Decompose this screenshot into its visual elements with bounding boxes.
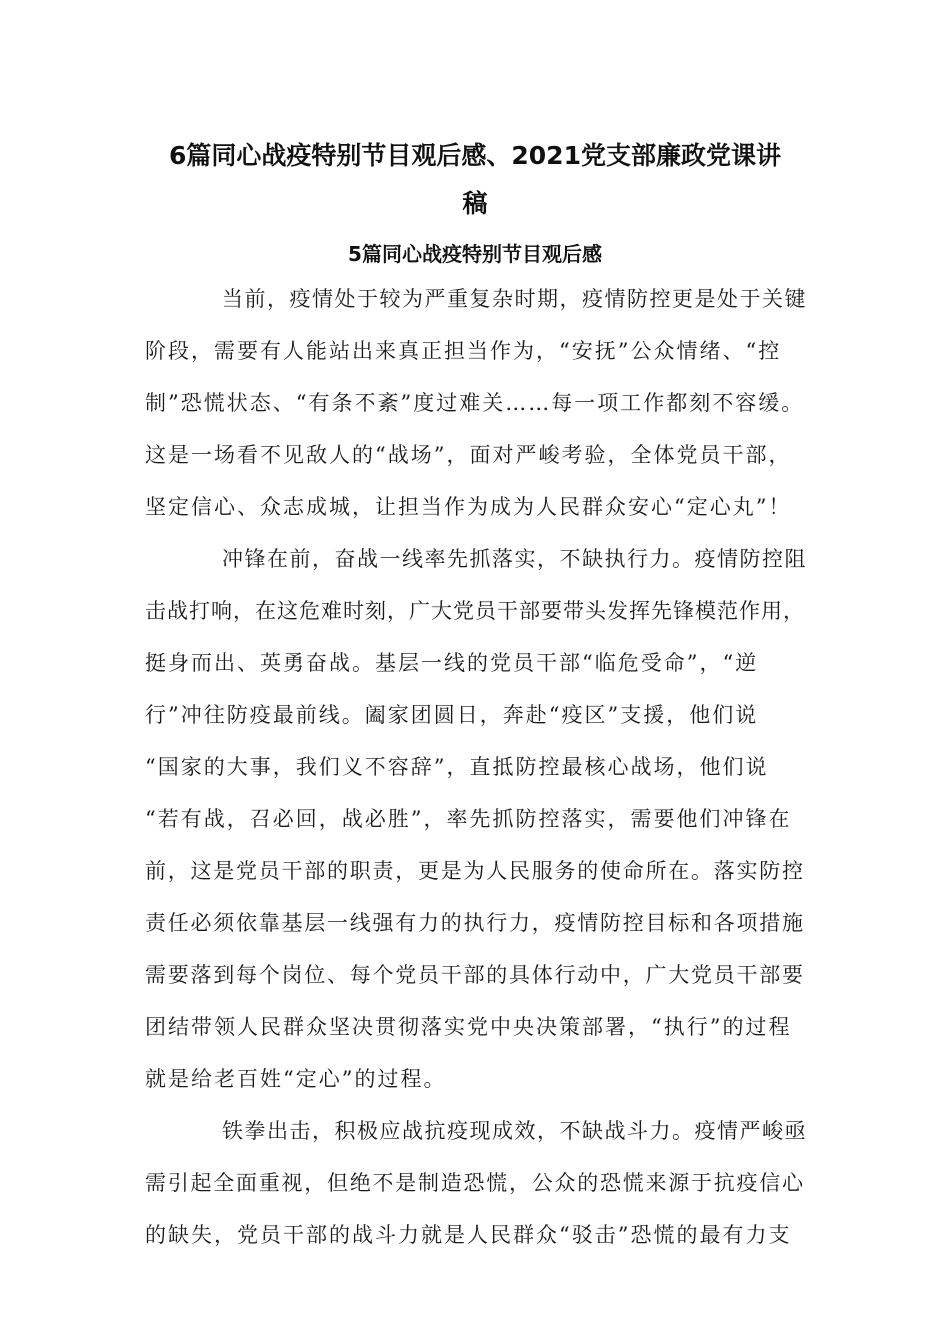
paragraph-line: 阶段，需要有人能站出来真正担当作为，“安抚”公众情绪、“控 <box>145 339 782 363</box>
paragraph-line: 行”冲往防疫最前线。阖家团圆日，奔赴“疫区”支援，他们说 <box>145 703 759 727</box>
section-heading: 5篇同心战疫特别节目观后感 <box>348 242 602 266</box>
paragraph-line: 挺身而出、英勇奋战。基层一线的党员干部“临危受命”，“逆 <box>145 651 759 675</box>
paragraph-line: 铁拳出击，积极应战抗疫现成效，不缺战斗力。疫情严峻亟 <box>222 1119 807 1143</box>
paragraph-line: 击战打响，在这危难时刻，广大党员干部要带头发挥先锋模范作用， <box>145 599 805 623</box>
document-title-continued: 稿 <box>462 189 488 218</box>
paragraph-line: 需引起全面重视，但绝不是制造恐慌，公众的恐慌来源于抗疫信心 <box>145 1171 805 1195</box>
paragraph-line: 这是一场看不见敌人的“战场”，面对严峻考验，全体党员干部， <box>145 443 792 467</box>
paragraph-line: “国家的大事，我们义不容辞”，直抵防控最核心战场，他们说 <box>145 755 769 779</box>
paragraph-line: 的缺失，党员干部的战斗力就是人民群众“驳击”恐慌的最有力支 <box>145 1223 792 1247</box>
paragraph-line: 前，这是党员干部的职责，更是为人民服务的使命所在。落实防控 <box>145 859 805 883</box>
paragraph-line: 坚定信心、众志成城，让担当作为成为人民群众安心“定心丸”！ <box>145 495 792 519</box>
paragraph-line: 团结带领人民群众坚决贯彻落实党中央决策部署，“执行”的过程 <box>145 1015 792 1039</box>
paragraph-line: 制”恐慌状态、“有条不紊”度过难关……每一项工作都刻不容缓。 <box>145 391 805 415</box>
paragraph-line: “若有战，召必回，战必胜”，率先抓防控落实，需要他们冲锋在 <box>145 807 792 831</box>
document-title: 6篇同心战疫特别节目观后感、2021党支部廉政党课讲 <box>169 141 781 170</box>
paragraph-line: 需要落到每个岗位、每个党员干部的具体行动中，广大党员干部要 <box>145 963 805 987</box>
paragraph-line: 冲锋在前，奋战一线率先抓落实，不缺执行力。疫情防控阻 <box>222 547 807 571</box>
paragraph-line: 就是给老百姓“定心”的过程。 <box>145 1067 447 1091</box>
paragraph-line: 责任必须依靠基层一线强有力的执行力，疫情防控目标和各项措施 <box>145 911 805 935</box>
paragraph-line: 当前，疫情处于较为严重复杂时期，疫情防控更是处于关键 <box>222 287 807 311</box>
